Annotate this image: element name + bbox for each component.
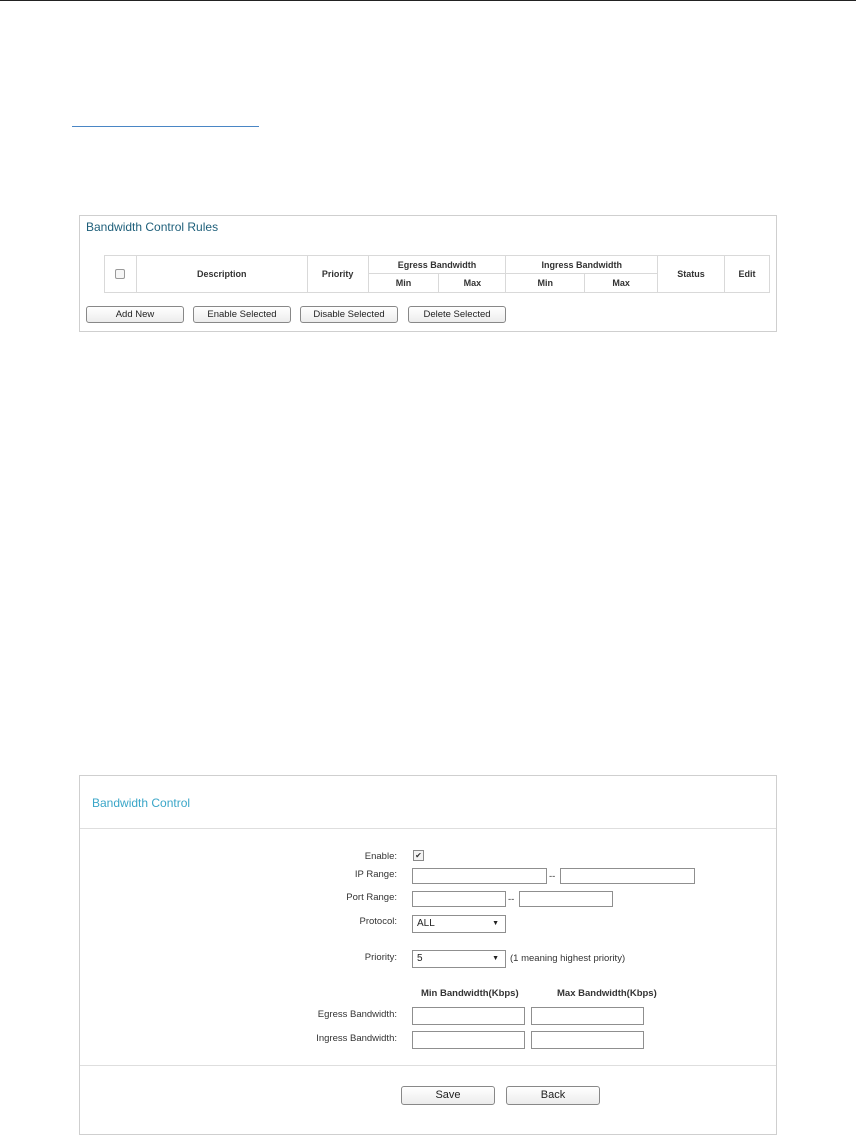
rules-panel-title: Bandwidth Control Rules (86, 220, 219, 234)
col-edit: Edit (724, 256, 769, 293)
back-button[interactable]: Back (506, 1086, 600, 1105)
add-new-button[interactable]: Add New (86, 306, 184, 323)
col-priority: Priority (307, 256, 368, 293)
footer-divider (80, 1065, 776, 1066)
ip-range-start-input[interactable] (412, 868, 547, 884)
save-button[interactable]: Save (401, 1086, 495, 1105)
port-range-start-input[interactable] (412, 891, 506, 907)
ip-range-end-input[interactable] (560, 868, 695, 884)
priority-select[interactable] (412, 950, 506, 968)
ip-range-label: IP Range: (354, 869, 397, 880)
col-status: Status (658, 256, 725, 293)
egress-min-input[interactable] (412, 1007, 525, 1025)
chevron-down-icon: ▼ (492, 920, 499, 927)
protocol-label: Protocol: (359, 916, 397, 927)
max-bandwidth-header: Max Bandwidth(Kbps) (557, 988, 657, 999)
section-underline (72, 126, 259, 127)
enable-selected-button[interactable]: Enable Selected (193, 306, 291, 323)
port-range-label: Port Range: (346, 892, 397, 903)
bandwidth-control-panel (79, 775, 777, 1135)
enable-label: Enable: (364, 851, 397, 862)
egress-max-input[interactable] (531, 1007, 644, 1025)
protocol-select[interactable] (412, 915, 506, 933)
disable-selected-button[interactable]: Disable Selected (300, 306, 398, 323)
rules-panel (79, 215, 777, 332)
priority-select-value: 5 (417, 953, 423, 964)
priority-label: Priority: (364, 952, 397, 963)
col-description: Description (136, 256, 307, 293)
ingress-min-input[interactable] (412, 1031, 525, 1049)
ingress-label: Ingress Bandwidth: (316, 1033, 397, 1044)
enable-checkbox[interactable]: ✔ (413, 850, 424, 861)
col-ingress-max: Max (585, 274, 658, 293)
protocol-select-value: ALL (417, 918, 435, 929)
col-egress: Egress Bandwidth (368, 256, 506, 274)
min-bandwidth-header: Min Bandwidth(Kbps) (421, 988, 519, 999)
form-title: Bandwidth Control (92, 796, 191, 810)
header-divider (80, 828, 776, 829)
col-egress-min: Min (368, 274, 439, 293)
top-rule (0, 0, 856, 1)
select-all-checkbox[interactable] (115, 269, 125, 279)
ingress-max-input[interactable] (531, 1031, 644, 1049)
select-all-cell[interactable] (105, 256, 137, 293)
col-egress-max: Max (439, 274, 506, 293)
col-ingress-min: Min (506, 274, 585, 293)
col-ingress: Ingress Bandwidth (506, 256, 658, 274)
port-range-separator: -- (508, 894, 515, 905)
ip-range-separator: -- (549, 871, 556, 882)
rules-table (104, 255, 770, 293)
egress-label: Egress Bandwidth: (317, 1009, 397, 1020)
chevron-down-icon: ▼ (492, 955, 499, 962)
port-range-end-input[interactable] (519, 891, 613, 907)
priority-note: (1 meaning highest priority) (510, 953, 626, 964)
delete-selected-button[interactable]: Delete Selected (408, 306, 506, 323)
